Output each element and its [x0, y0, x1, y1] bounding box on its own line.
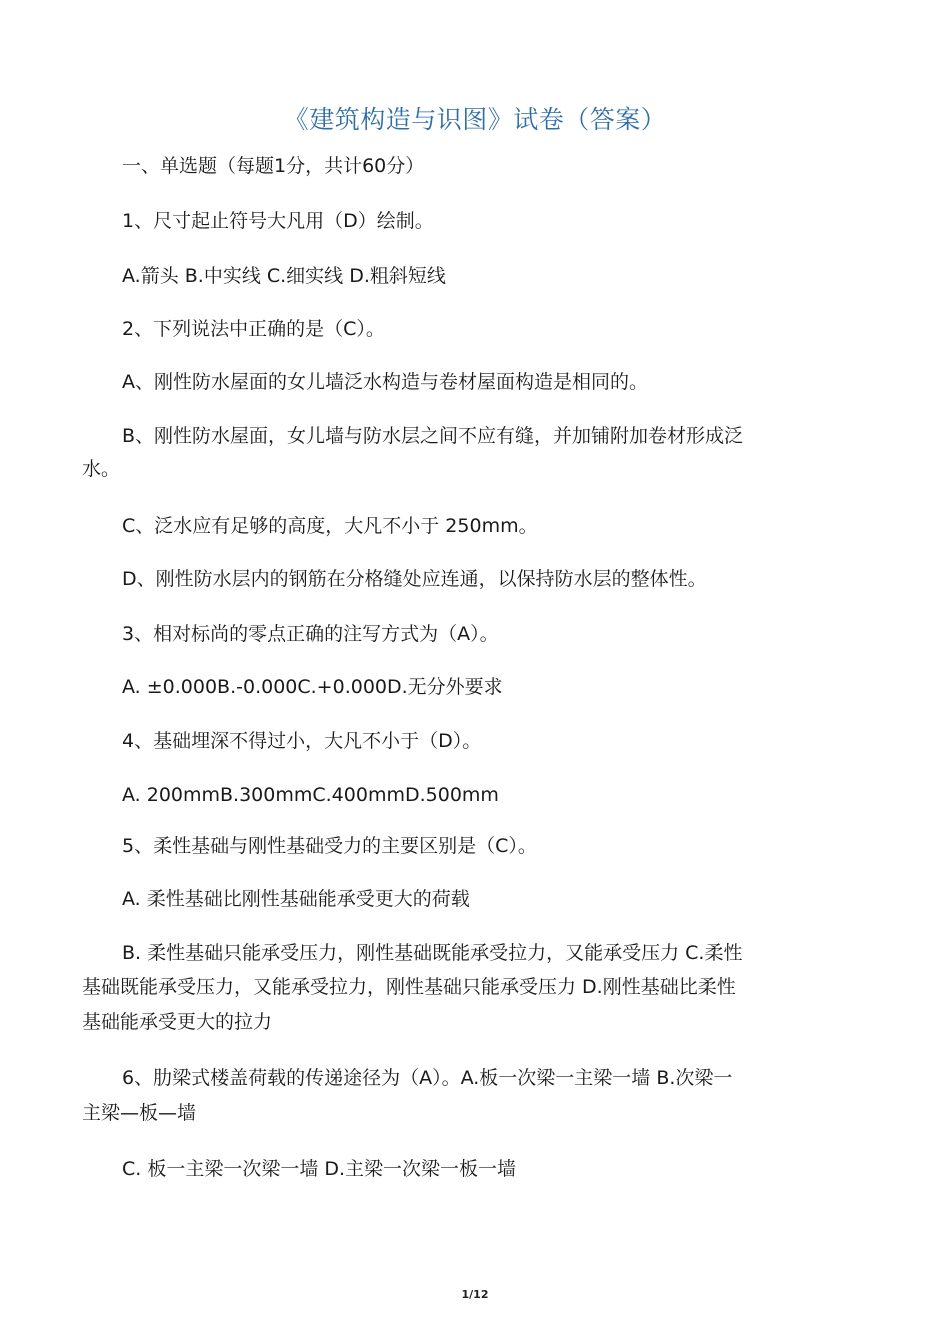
- document-title: 《建筑构造与识图》试卷（答案）: [283, 105, 667, 134]
- question-6: 6、肋梁式楼盖荷载的传递途径为（A）。A.板一次梁一主梁一墙 B.次梁一: [122, 1067, 733, 1089]
- question-5-options-cont-1: 基础既能承受压力，又能承受拉力，刚性基础只能承受压力 D.刚性基础比柔性: [82, 976, 736, 998]
- question-5: 5、柔性基础与刚性基础受力的主要区别是（C）。: [122, 835, 537, 857]
- question-2: 2、下列说法中正确的是（C）。: [122, 318, 385, 340]
- question-5-options-bcd: B. 柔性基础只能承受压力，刚性基础既能承受拉力，又能承受压力 C.柔性: [122, 942, 743, 964]
- question-2-option-b: B、刚性防水屋面，女儿墙与防水层之间不应有缝，并加铺附加卷材形成泛: [122, 425, 744, 447]
- question-5-option-a: A. 柔性基础比刚性基础能承受更大的荷载: [122, 888, 470, 910]
- question-2-option-a: A、刚性防水屋面的女儿墙泛水构造与卷材屋面构造是相同的。: [122, 371, 648, 393]
- question-2-option-b-cont: 水。: [82, 458, 121, 480]
- question-4: 4、基础埋深不得过小，大凡不小于（D）。: [122, 730, 482, 752]
- question-5-options-cont-2: 基础能承受更大的拉力: [82, 1011, 273, 1033]
- page-number: 1/12: [461, 1288, 489, 1301]
- question-6-options: C. 板一主梁一次梁一墙 D.主梁一次梁一板一墙: [122, 1158, 517, 1180]
- question-1-options: A.箭头 B.中实线 C.细实线 D.粗斜短线: [122, 265, 446, 287]
- question-6-cont: 主梁—板—墙: [82, 1102, 197, 1124]
- section-heading: 一、单选题（每题1分，共计60分）: [122, 155, 425, 177]
- question-3: 3、相对标尚的零点正确的注写方式为（A）。: [122, 623, 499, 645]
- question-3-options: A. ±0.000B.-0.000C.+0.000D.无分外要求: [122, 676, 503, 698]
- question-1: 1、尺寸起止符号大凡用（D）绘制。: [122, 210, 434, 232]
- question-2-option-c: C、泛水应有足够的高度，大凡不小于 250mm。: [122, 515, 538, 537]
- question-2-option-d: D、刚性防水层内的钢筋在分格缝处应连通，以保持防水层的整体性。: [122, 568, 707, 590]
- question-4-options: A. 200mmB.300mmC.400mmD.500mm: [122, 784, 499, 806]
